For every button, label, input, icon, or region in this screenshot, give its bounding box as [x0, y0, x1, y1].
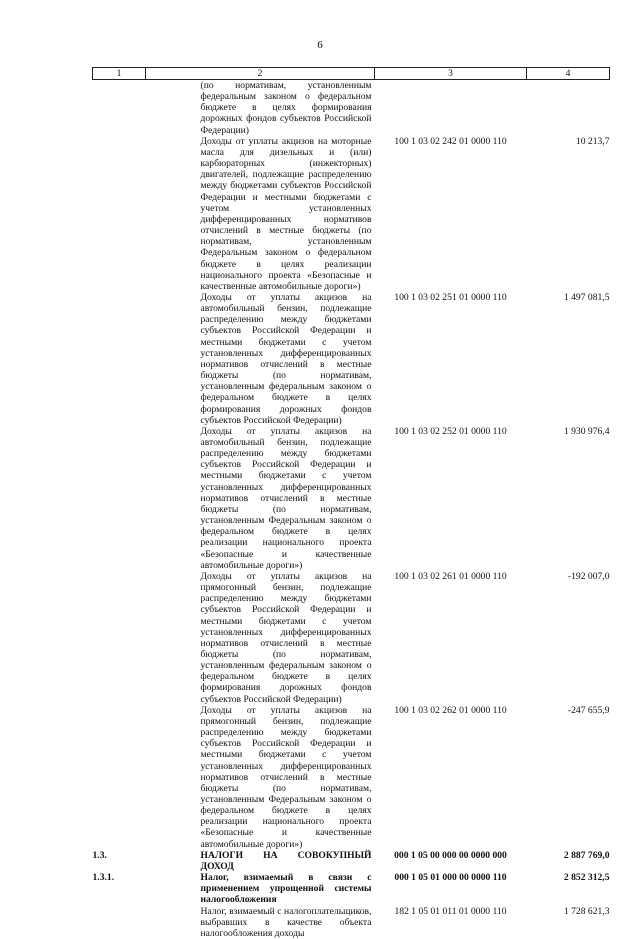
row-number — [93, 80, 146, 136]
row-description-cell — [146, 426, 375, 571]
column-number-row — [93, 68, 610, 80]
row-budget-code: 000 1 05 00 000 00 0000 000 — [375, 850, 527, 872]
row-budget-code: 100 1 03 02 251 01 0000 110 — [375, 292, 527, 426]
row-amount: -247 655,9 — [527, 705, 610, 850]
row-description: Налог, взимаемый с налогоплательщиков, выбравших в качестве объекта налогообложения доходы — [146, 906, 375, 939]
column-header-2: 2 — [146, 68, 375, 80]
row-number — [93, 705, 146, 850]
row-description: Доходы от уплаты акцизов на прямогонный бензин, подлежащие распределению между бюджетами субъектов Российской Федерации и местными бюджетами с учетом установленных дифференцированных нормативов отчислений в местные бюджеты (по нормативам, установленным федеральным законом о федеральном бюджете в целях формирования дорожных фондов субъектов Российской Федерации) — [146, 571, 375, 705]
row-budget-code: 100 1 03 02 252 01 0000 110 — [375, 426, 527, 571]
row-budget-code: 100 1 03 02 262 01 0000 110 — [375, 705, 527, 850]
row-description-cell — [146, 705, 375, 850]
row-number: 1.3.1. — [93, 872, 146, 905]
row-description-cell — [146, 906, 375, 939]
row-description: (по нормативам, установленным федеральным законом о федеральном бюджете в целях формирования дорожных фондов субъектов Российской Федерации) — [146, 80, 375, 136]
row-amount: 2 887 769,0 — [527, 850, 610, 872]
table-row — [93, 426, 610, 571]
row-description-cell — [146, 80, 375, 136]
row-number — [93, 906, 146, 939]
row-amount: 10 213,7 — [527, 136, 610, 292]
row-description: Доходы от уплаты акцизов на прямогонный бензин, подлежащие распределению между бюджетами субъектов Российской Федерации и местными бюджетами с учетом установленных дифференцированных нормативов отчислений в местные бюджеты (по нормативам, установленным Федеральным законом о федеральном бюджете в целях реализации национального проекта «Безопасные и качественные автомобильные дороги») — [146, 705, 375, 850]
row-amount: 2 852 312,5 — [527, 872, 610, 905]
table-row — [93, 850, 610, 872]
column-header-3: 3 — [375, 68, 527, 80]
page-number: 6 — [0, 39, 640, 51]
column-header-4: 4 — [527, 68, 610, 80]
table-row — [93, 80, 610, 136]
table-row — [93, 292, 610, 426]
column-header-1: 1 — [93, 68, 146, 80]
row-number — [93, 426, 146, 571]
row-amount: -192 007,0 — [527, 571, 610, 705]
row-description-cell — [146, 571, 375, 705]
row-number — [93, 292, 146, 426]
table-body — [93, 80, 610, 939]
row-description: НАЛОГИ НА СОВОКУПНЫЙ ДОХОД — [146, 850, 375, 872]
budget-revenue-table — [92, 67, 610, 939]
row-description: Доходы от уплаты акцизов на автомобильный бензин, подлежащие распределению между бюджетами субъектов Российской Федерации и местными бюджетами с учетом установленных дифференцированных нормативов отчислений в местные бюджеты (по нормативам, установленным федеральным законом о федеральном бюджете в целях формирования дорожных фондов субъектов Российской Федерации) — [146, 292, 375, 426]
row-description-cell — [146, 872, 375, 905]
row-amount: 1 497 081,5 — [527, 292, 610, 426]
row-budget-code: 182 1 05 01 011 01 0000 110 — [375, 906, 527, 939]
row-budget-code: 000 1 05 01 000 00 0000 110 — [375, 872, 527, 905]
row-description: Доходы от уплаты акцизов на автомобильный бензин, подлежащие распределению между бюджетами субъектов Российской Федерации и местными бюджетами с учетом установленных дифференцированных нормативов отчислений в местные бюджеты (по нормативам, установленным Федеральным законом о федеральном бюджете в целях реализации национального проекта «Безопасные и качественные автомобильные дороги») — [146, 426, 375, 571]
row-description-cell — [146, 850, 375, 872]
row-budget-code: 100 1 03 02 261 01 0000 110 — [375, 571, 527, 705]
table-row — [93, 906, 610, 939]
row-amount: 1 930 976,4 — [527, 426, 610, 571]
row-number: 1.3. — [93, 850, 146, 872]
table-row — [93, 705, 610, 850]
row-budget-code — [375, 80, 527, 136]
row-description-cell — [146, 136, 375, 292]
row-description: Налог, взимаемый в связи с применением упрощенной системы налогообложения — [146, 872, 375, 905]
table-row — [93, 571, 610, 705]
row-budget-code: 100 1 03 02 242 01 0000 110 — [375, 136, 527, 292]
table-row — [93, 872, 610, 905]
row-description-cell — [146, 292, 375, 426]
row-number — [93, 136, 146, 292]
row-amount — [527, 80, 610, 136]
row-number — [93, 571, 146, 705]
table-row — [93, 136, 610, 292]
row-amount: 1 728 621,3 — [527, 906, 610, 939]
row-description: Доходы от уплаты акцизов на моторные масла для дизельных и (или) карбюраторных (инжекторных) двигателей, подлежащие распределению между бюджетами субъектов Российской Федерации и местными бюджетами с учетом установленных дифференцированных нормативов отчислений в местные бюджеты (по нормативам, установленным Федеральным законом о федеральном бюджете в целях реализации национального проекта «Безопасные и качественные автомобильные дороги») — [146, 136, 375, 292]
